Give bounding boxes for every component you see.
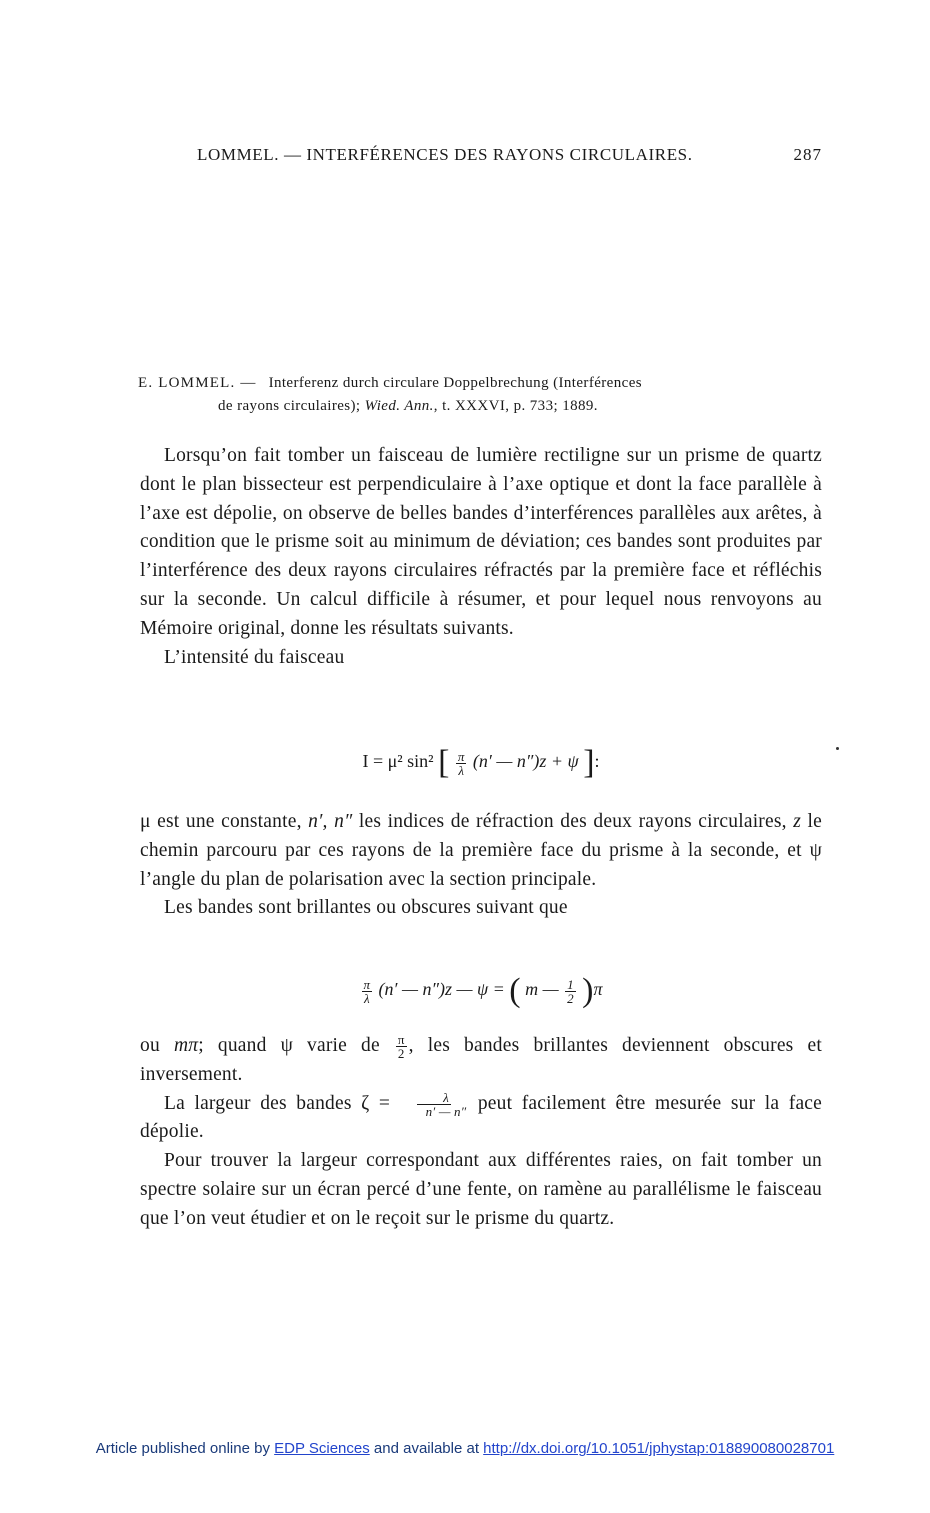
eq2-frac-num: π: [363, 976, 371, 992]
eq1-end: :: [594, 751, 600, 772]
p6-frac-den: n′ — n″: [425, 1103, 467, 1119]
paragraph-6-text: [140, 1090, 822, 1148]
reference-title-cont: de rayons circulaires);: [218, 398, 361, 414]
eq1-fraction: [456, 750, 467, 777]
eq1-lhs: I = μ² sin²: [362, 751, 434, 772]
publication-footer: [0, 1440, 930, 1457]
eq2-m: m —: [525, 979, 564, 1000]
paragraph-7-text: Pour trouver la largeur correspondant aux différentes raies, on fait tomber un spectre solaire sur un écran percé d’une fente, on ramène au parallélisme le faisceau que l’on veut étudier et on le reçoit sur le prisme du quartz.: [140, 1150, 822, 1229]
equation-condition: [140, 972, 822, 1010]
paragraph-5: [140, 1032, 822, 1234]
doi-link[interactable]: http://dx.doi.org/10.1051/jphystap:018890080028701: [483, 1440, 835, 1457]
paragraph-1: [140, 442, 822, 672]
paragraph-3: [140, 808, 822, 923]
eq2-half-den: 2: [567, 990, 574, 1006]
eq2-frac-den: λ: [363, 990, 370, 1006]
equation-intensity: [140, 744, 822, 782]
running-title: LOMMEL. — INTERFÉRENCES DES RAYONS CIRCULAIRES.: [197, 145, 693, 164]
paragraph-1-text: Lorsqu’on fait tomber un faisceau de lumière rectiligne sur un prisme de quartz dont le plan bissecteur est perpendiculaire à l’axe optique et dont la face parallèle à l’axe est dépolie, on observe de belles bandes d’interférences parallèles aux arêtes, à condition que le prisme soit au minimum de déviation; ces bandes sont produites par l’interférence des deux rayons circulaires réfractés par la première face et réfléchis sur la seconde. Un calcul difficile à résumer, et pour lequel nous renvoyons au Mémoire original, donne les résultats suivants.: [140, 445, 822, 639]
paragraph-3-text: [140, 808, 822, 894]
reference-title: Interferenz durch circulare Doppelbrechung (Interférences: [268, 375, 642, 391]
running-header: [197, 145, 822, 165]
p6-fraction: [402, 1091, 467, 1118]
paragraph-5-text: [140, 1032, 822, 1090]
p5-frac-den: 2: [397, 1046, 405, 1062]
eq2-fraction: [362, 978, 373, 1005]
p3-part-a: μ est une constante,: [140, 811, 309, 832]
reference-details: , t. XXXVI, p. 733; 1889.: [433, 398, 598, 414]
p3-part-c: le chemin parcouru par ces rayons de la première face du prisme à la seconde, et ψ l’angle du plan de polarisation avec la section principale.: [140, 811, 822, 890]
p3-z: z: [793, 811, 802, 832]
eq1-left-bracket: [: [438, 744, 450, 781]
eq2-half-num: 1: [567, 976, 574, 992]
footer-prefix: Article published online by: [95, 1440, 275, 1457]
eq2-right-paren: ): [582, 972, 594, 1009]
eq2-mid: (n′ — n″)z — ψ =: [378, 979, 510, 1000]
footer-middle: and available at: [369, 1440, 484, 1457]
eq1-right-bracket: ]: [583, 744, 595, 781]
reference-journal: Wied. Ann.: [364, 398, 434, 414]
p5-mpi: mπ: [173, 1035, 199, 1056]
eq2-left-paren: (: [509, 972, 521, 1009]
margin-dot: [836, 747, 839, 750]
eq1-frac-den: λ: [458, 762, 464, 778]
paragraph-4-text: Les bandes sont brillantes ou obscures suivant que: [164, 897, 568, 919]
p5-frac-num: π: [397, 1032, 405, 1048]
p5-part-a: ou: [140, 1035, 174, 1056]
eq2-end: π: [593, 979, 603, 1000]
p3-vars: n′, n″: [308, 811, 353, 832]
p5-part-c: , les bandes brillantes deviennent obscures et inversement.: [140, 1035, 822, 1085]
paragraph-2-text: L’intensité du faisceau: [164, 646, 345, 668]
page-number: 287: [793, 145, 822, 164]
eq1-frac-num: π: [457, 748, 465, 764]
eq1-rest: (n′ — n″)z + ψ: [472, 751, 579, 772]
p6-part-b: peut facilement être mesurée sur la face dépolie.: [140, 1092, 823, 1143]
p3-part-b: les indices de réfraction des deux rayons circulaires,: [352, 811, 794, 832]
p6-frac-num: λ: [417, 1091, 451, 1105]
reference-author: E. LOMMEL. —: [138, 375, 257, 391]
edp-sciences-link[interactable]: EDP Sciences: [274, 1440, 370, 1457]
article-reference: [138, 372, 820, 418]
p5-part-b: ; quand ψ varie de: [198, 1035, 394, 1056]
p5-fraction: [396, 1033, 407, 1060]
eq2-half: [565, 978, 576, 1005]
p6-part-a: La largeur des bandes ζ =: [164, 1092, 400, 1114]
